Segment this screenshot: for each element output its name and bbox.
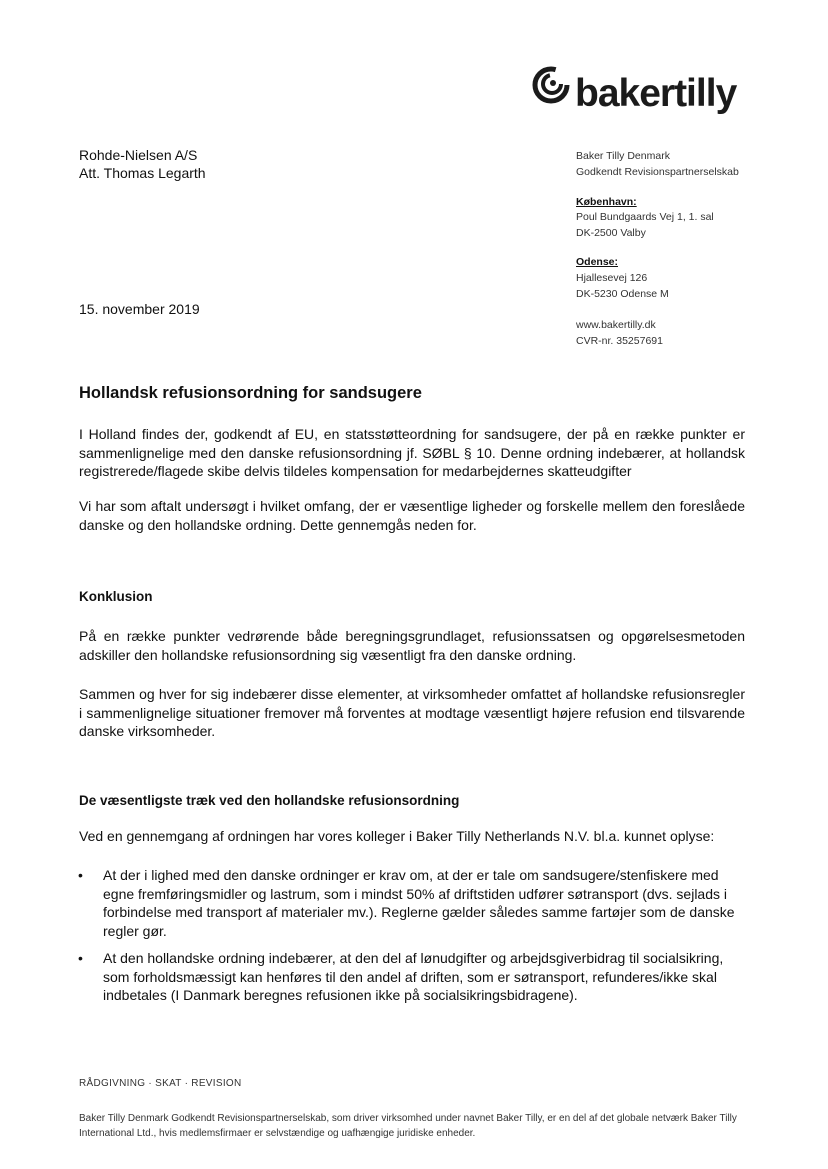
conclusion-paragraph: Sammen og hver for sig indebærer disse elementer, at virksomheder omfattet af hollandske refusionsregler i sammenlignelige situationer fremover må forventes at modtage væsentligt højere refusion end tilsvarende danske virksomheder. — [79, 686, 745, 739]
letter-date: 15. november 2019 — [79, 301, 200, 317]
logo-wordmark: bakertilly — [575, 72, 737, 115]
sender-website[interactable]: www.bakertilly.dk — [576, 319, 656, 331]
office-city: Odense: — [576, 256, 619, 268]
intro-paragraph: Vi har som aftalt undersøgt i hvilket omfang, der er væsentlige ligheder og forskelle mellem den foreslåede danske og den hollandske ordning. Dette gennemgås neden for. — [79, 498, 745, 533]
bullet-item: At der i lighed med den danske ordninger er krav om, at der er tale om sandsugere/stenfiskere med egne fremføringsmidler og lastrum, som i mindst 50% af driftstiden udfører søtransport (dvs. sejlads i forbindelse med transport af materialer mv.). Reglerne gælder således samme fartøjer som de danske regler gør. — [103, 867, 735, 939]
bullet-item: At den hollandske ordning indebærer, at den del af lønudgifter og arbejdsgiverbidrag til socialsikring, som forholdsmæssigt kan henføres til den andel af driften, som er søtransport, refunderes/ikke skal indbetales (I Danmark beregnes refusionen ikke på socialsikringsbidragene). — [103, 950, 724, 1003]
recipient-attention: Att. Thomas Legarth — [79, 165, 206, 181]
conclusion-paragraph: På en række punkter vedrørende både beregningsgrundlaget, refusionssatsen og opgørelsesmetoden adskiller den hollandske refusionsordning sig væsentligt fra den danske ordning. — [79, 628, 745, 663]
bullet-marker: • — [78, 867, 83, 883]
footer-legal-note: Baker Tilly Denmark Godkendt Revisionspartnerselskab, som driver virksomhed under navnet Baker Tilly, er en del af det globale netværk Baker Tilly International Ltd., hvis medlemsfirmaer er selvstændige og uafhængige juridiske enheder. — [79, 1113, 737, 1139]
intro-paragraph: I Holland findes der, godkendt af EU, en statsstøtteordning for sandsugere, der på en række punkter er sammenlignelige med den danske refusionsordning jf. SØBL § 10. Denne ordning indebærer, at hollandsk registrerede/flagede skibe delvis tildeles kompensation for medarbejdernes skatteudgifter — [79, 426, 745, 479]
office-postal: DK-5230 Odense M — [576, 288, 669, 300]
sender-name: Baker Tilly Denmark — [576, 150, 670, 162]
letter-title: Hollandsk refusionsordning for sandsugere — [79, 384, 422, 402]
sender-type: Godkendt Revisionspartnerselskab — [576, 166, 739, 178]
recipient-company: Rohde-Nielsen A/S — [79, 147, 198, 163]
footer-tagline: RÅDGIVNING · SKAT · REVISION — [79, 1078, 242, 1089]
section-heading-features: De væsentligste træk ved den hollandske refusionsordning — [79, 793, 460, 808]
bakertilly-swirl-icon — [532, 64, 572, 104]
office-postal: DK-2500 Valby — [576, 227, 646, 239]
bullet-marker: • — [78, 950, 83, 966]
office-address: Poul Bundgaards Vej 1, 1. sal — [576, 211, 714, 223]
section-heading-conclusion: Konklusion — [79, 589, 153, 604]
company-logo — [532, 64, 748, 124]
office-address: Hjallesevej 126 — [576, 272, 648, 284]
office-city: København: — [576, 196, 637, 208]
features-intro: Ved en gennemgang af ordningen har vores kolleger i Baker Tilly Netherlands N.V. bl.a. kunnet oplyse: — [79, 828, 715, 844]
sender-cvr: CVR-nr. 35257691 — [576, 335, 663, 347]
